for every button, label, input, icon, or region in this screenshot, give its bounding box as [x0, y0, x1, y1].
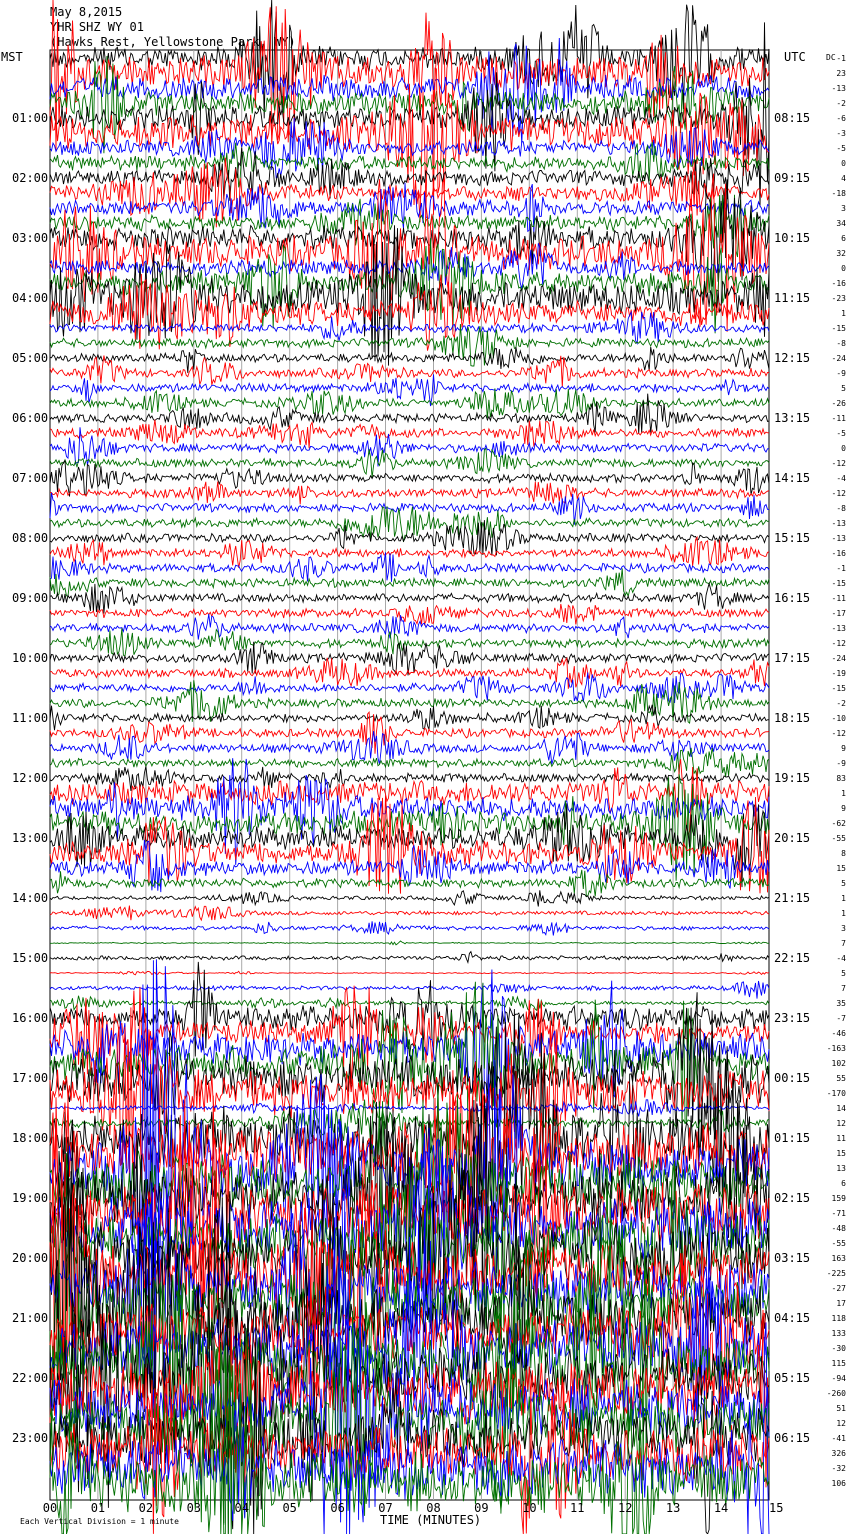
dc-offset-label: -24: [831, 654, 846, 663]
mst-hour-label: 01:00: [12, 111, 49, 125]
dc-offset-label: -5: [836, 429, 846, 438]
dc-offset-label: 14: [836, 1104, 846, 1113]
dc-offset-label: -12: [831, 489, 846, 498]
utc-hour-label: 21:15: [774, 891, 811, 905]
mst-hour-label: 20:00: [12, 1251, 49, 1265]
dc-offset-label: -12: [831, 729, 846, 738]
utc-hour-label: 19:15: [774, 771, 811, 785]
dc-offset-label: 23: [836, 69, 846, 78]
minute-tick-label: 05: [282, 1501, 297, 1515]
mst-hour-label: 23:00: [12, 1431, 49, 1445]
dc-offset-labels: [827, 54, 846, 1488]
dc-offset-label: 17: [836, 1299, 846, 1308]
dc-offset-label: -260: [826, 1389, 846, 1398]
dc-offset-label: -7: [836, 1014, 846, 1023]
utc-hour-labels: [774, 111, 810, 1445]
dc-offset-label: 6: [841, 1179, 846, 1188]
dc-offset-label: 51: [836, 1404, 846, 1413]
mst-hour-label: 02:00: [12, 171, 49, 185]
dc-offset-label: 118: [831, 1314, 846, 1323]
minute-tick-label: 01: [90, 1501, 106, 1515]
dc-offset-label: 0: [841, 264, 846, 273]
minute-tick-label: 10: [522, 1501, 537, 1515]
chart-date: May 8,2015: [50, 5, 123, 19]
dc-offset-label: -16: [831, 549, 846, 558]
dc-offset-label: 133: [831, 1329, 846, 1338]
mst-hour-label: 21:00: [12, 1311, 49, 1325]
dc-offset-label: -48: [831, 1224, 846, 1233]
dc-offset-label: -13: [831, 519, 846, 528]
dc-offset-label: -9: [836, 759, 846, 768]
utc-hour-label: 16:15: [774, 591, 811, 605]
minute-tick-label: 09: [474, 1501, 489, 1515]
dc-offset-label: 6: [841, 234, 846, 243]
dc-offset-label: 12: [836, 1119, 846, 1128]
dc-offset-label: 326: [831, 1449, 846, 1458]
dc-offset-label: -46: [831, 1029, 846, 1038]
dc-offset-label: -12: [831, 459, 846, 468]
dc-offset-label: -13: [831, 624, 846, 633]
station-code: YHR SHZ WY 01: [50, 20, 144, 34]
dc-offset-label: -15: [831, 324, 846, 333]
minute-tick-label: 04: [234, 1501, 249, 1515]
dc-offset-label: -41: [831, 1434, 846, 1443]
dc-offset-label: -94: [831, 1374, 846, 1383]
dc-offset-label: 13: [836, 1164, 846, 1173]
dc-offset-label: 7: [841, 939, 846, 948]
utc-hour-label: 08:15: [774, 111, 811, 125]
utc-hour-label: 13:15: [774, 411, 811, 425]
minute-tick-label: 00: [42, 1501, 58, 1515]
mst-hour-label: 17:00: [12, 1071, 49, 1085]
dc-offset-label: -30: [831, 1344, 846, 1353]
dc-offset-label: 12: [836, 1419, 846, 1428]
dc-offset-label: -24: [831, 354, 846, 363]
dc-offset-label: -15: [831, 579, 846, 588]
dc-offset-label: -2: [836, 699, 846, 708]
dc-offset-label: -163: [826, 1044, 846, 1053]
dc-offset-label: -26: [831, 399, 846, 408]
dc-offset-label: -3: [836, 129, 846, 138]
utc-hour-label: 17:15: [774, 651, 811, 665]
mst-axis-label: MST: [1, 50, 23, 64]
minute-tick-label: 12: [617, 1501, 633, 1515]
mst-hour-label: 09:00: [12, 591, 49, 605]
dc-offset-label: -2: [836, 99, 846, 108]
dc-offset-label: -55: [831, 834, 846, 843]
utc-hour-label: 18:15: [774, 711, 811, 725]
dc-offset-label: 159: [831, 1194, 846, 1203]
dc-offset-label: -1: [836, 564, 846, 573]
dc-offset-label: 9: [841, 804, 846, 813]
dc-offset-label: -10: [831, 714, 846, 723]
dc-offset-label: 102: [831, 1059, 846, 1068]
dc-offset-label: -27: [831, 1284, 846, 1293]
utc-hour-label: 10:15: [774, 231, 811, 245]
minute-tick-label: 13: [665, 1501, 681, 1515]
dc-offset-label: 55: [836, 1074, 846, 1083]
utc-hour-label: 09:15: [774, 171, 811, 185]
dc-offset-label: -12: [831, 639, 846, 648]
station-location: (Hawks Rest, Yellowstone Park, WY): [50, 35, 296, 49]
minute-tick-label: 06: [330, 1501, 345, 1515]
dc-offset-label: 1: [841, 909, 846, 918]
dc-offset-label: 1: [841, 789, 846, 798]
mst-hour-labels: [12, 111, 48, 1445]
utc-hour-label: 02:15: [774, 1191, 811, 1205]
dc-offset-label: 0: [841, 444, 846, 453]
minute-tick-label: 07: [378, 1501, 393, 1515]
mst-hour-label: 04:00: [12, 291, 49, 305]
utc-hour-label: 15:15: [774, 531, 811, 545]
dc-offset-label: 8: [841, 849, 846, 858]
utc-hour-label: 04:15: [774, 1311, 811, 1325]
dc-offset-label: -8: [836, 504, 846, 513]
minute-tick-label: 02: [138, 1501, 154, 1515]
dc-offset-label: 15: [836, 1149, 846, 1158]
dc-offset-label: 1: [841, 894, 846, 903]
mst-hour-label: 11:00: [12, 711, 49, 725]
dc-offset-label: 83: [836, 774, 846, 783]
mst-hour-label: 16:00: [12, 1011, 49, 1025]
minute-tick-label: 11: [570, 1501, 585, 1515]
mst-hour-label: 07:00: [12, 471, 49, 485]
mst-hour-label: 22:00: [12, 1371, 49, 1385]
dc-offset-label: 3: [841, 924, 846, 933]
dc-offset-label: -9: [836, 369, 846, 378]
dc-offset-label: -170: [826, 1089, 846, 1098]
dc-offset-label: -1: [836, 54, 846, 63]
dc-offset-label: 9: [841, 744, 846, 753]
dc-offset-label: 115: [831, 1359, 846, 1368]
dc-axis-label: DC: [826, 53, 836, 62]
division-note: Each Vertical Division = 1 minute: [20, 1517, 179, 1526]
utc-hour-label: 23:15: [774, 1011, 811, 1025]
dc-offset-label: 106: [831, 1479, 846, 1488]
mst-hour-label: 12:00: [12, 771, 49, 785]
minute-tick-label: 14: [713, 1501, 729, 1515]
utc-hour-label: 22:15: [774, 951, 811, 965]
dc-offset-label: 7: [841, 984, 846, 993]
minute-tick-label: 03: [186, 1501, 202, 1515]
mst-hour-label: 14:00: [12, 891, 49, 905]
utc-hour-label: 11:15: [774, 291, 811, 305]
dc-offset-label: 34: [836, 219, 846, 228]
dc-offset-label: -11: [831, 594, 846, 603]
mst-hour-label: 19:00: [12, 1191, 49, 1205]
dc-offset-label: -8: [836, 339, 846, 348]
utc-hour-label: 12:15: [774, 351, 811, 365]
utc-hour-label: 06:15: [774, 1431, 811, 1445]
dc-offset-label: -19: [831, 669, 846, 678]
dc-offset-label: -17: [831, 609, 846, 618]
mst-hour-label: 15:00: [12, 951, 49, 965]
dc-offset-label: -23: [831, 294, 846, 303]
dc-offset-label: 0: [841, 159, 846, 168]
mst-hour-label: 13:00: [12, 831, 49, 845]
dc-offset-label: 15: [836, 864, 846, 873]
chart-footer: [20, 1513, 481, 1527]
mst-hour-label: 06:00: [12, 411, 49, 425]
dc-offset-label: 35: [836, 999, 846, 1008]
dc-offset-label: -13: [831, 534, 846, 543]
dc-offset-label: 11: [836, 1134, 846, 1143]
utc-hour-label: 03:15: [774, 1251, 811, 1265]
dc-offset-label: -11: [831, 414, 846, 423]
dc-offset-label: 1: [841, 309, 846, 318]
dc-offset-label: 32: [836, 249, 846, 258]
dc-offset-label: 5: [841, 879, 846, 888]
mst-hour-label: 18:00: [12, 1131, 49, 1145]
dc-offset-label: -55: [831, 1239, 846, 1248]
dc-offset-label: 5: [841, 969, 846, 978]
dc-offset-label: -13: [831, 84, 846, 93]
dc-offset-label: -15: [831, 684, 846, 693]
minute-tick-label: 08: [426, 1501, 441, 1515]
dc-offset-label: -225: [826, 1269, 846, 1278]
dc-offset-label: -18: [831, 189, 846, 198]
dc-offset-label: 4: [841, 174, 846, 183]
dc-offset-label: 163: [831, 1254, 846, 1263]
mst-hour-label: 10:00: [12, 651, 49, 665]
dc-offset-label: -32: [831, 1464, 846, 1473]
mst-hour-label: 03:00: [12, 231, 49, 245]
dc-offset-label: 5: [841, 384, 846, 393]
mst-hour-label: 08:00: [12, 531, 49, 545]
dc-offset-label: -62: [831, 819, 846, 828]
dc-offset-label: -4: [836, 954, 846, 963]
dc-offset-label: 3: [841, 204, 846, 213]
utc-hour-label: 00:15: [774, 1071, 811, 1085]
mst-hour-label: 05:00: [12, 351, 49, 365]
utc-hour-label: 05:15: [774, 1371, 811, 1385]
dc-offset-label: -4: [836, 474, 846, 483]
utc-hour-label: 20:15: [774, 831, 811, 845]
utc-axis-label: UTC: [784, 50, 806, 64]
utc-hour-label: 14:15: [774, 471, 811, 485]
dc-offset-label: -6: [836, 114, 846, 123]
dc-offset-label: -16: [831, 279, 846, 288]
x-axis-title: TIME (MINUTES): [380, 1513, 482, 1527]
minute-tick-label: 15: [769, 1501, 784, 1515]
dc-offset-label: -5: [836, 144, 846, 153]
utc-hour-label: 01:15: [774, 1131, 811, 1145]
dc-offset-label: -71: [831, 1209, 846, 1218]
